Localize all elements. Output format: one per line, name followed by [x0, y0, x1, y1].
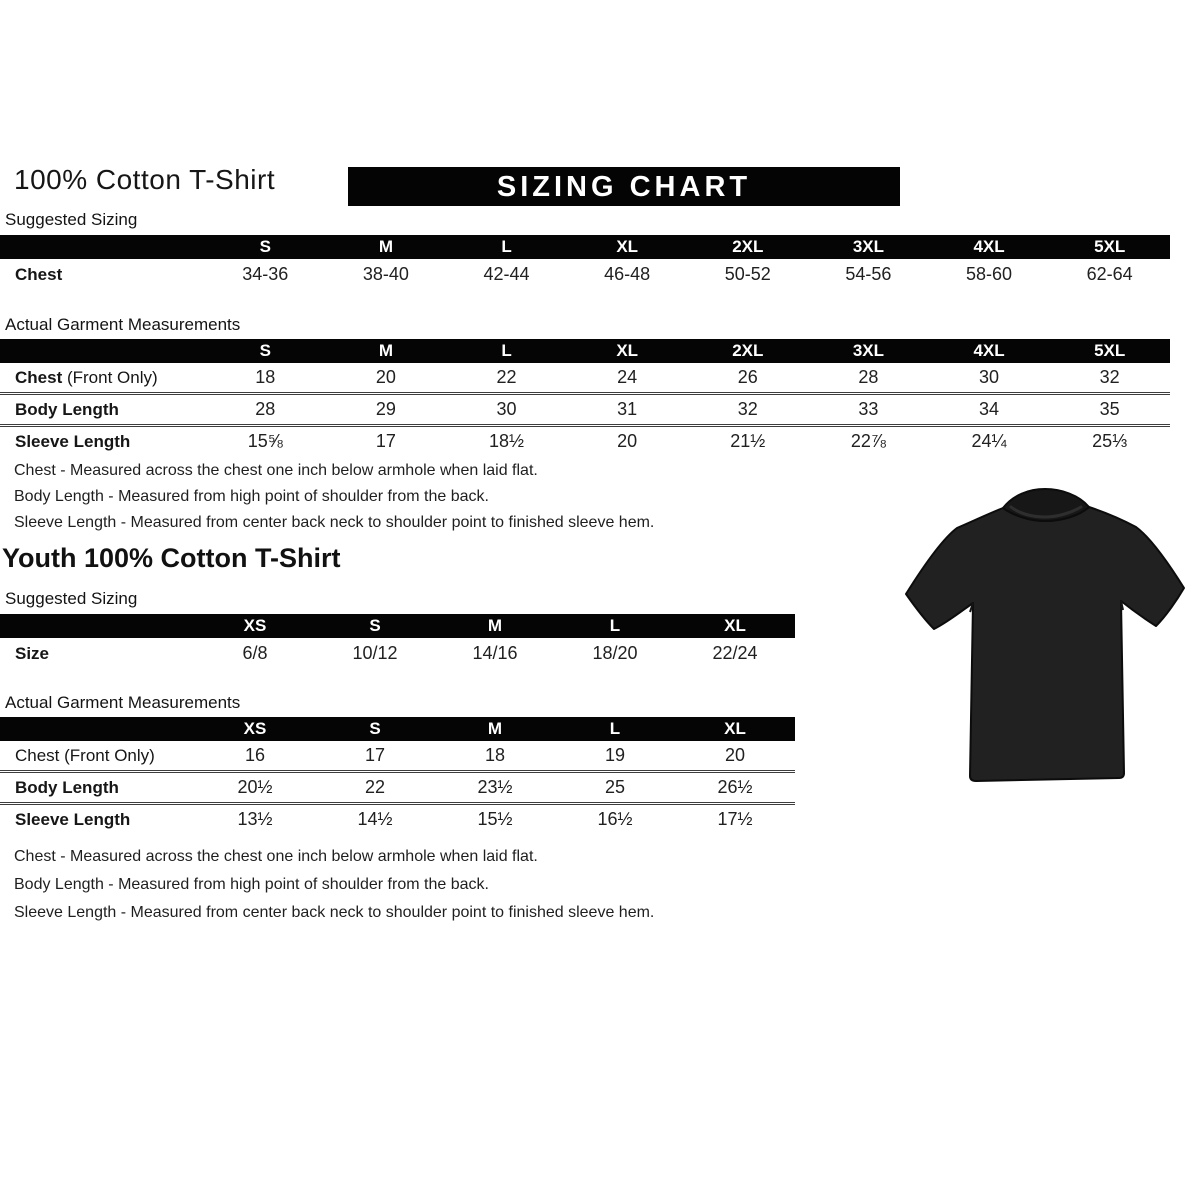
table-row-chest-front-only [0, 741, 795, 773]
col-header: 3XL [852, 341, 885, 360]
cell-value: 32 [1099, 367, 1120, 387]
col-header: 2XL [732, 237, 764, 256]
cell-value: 20 [375, 367, 396, 387]
row-label [0, 778, 195, 798]
note-body-length: Body Length - Measured from high point of shoulder from the back. [14, 488, 489, 505]
col-header: 5XL [1094, 237, 1126, 256]
cell-value: 14½ [357, 809, 393, 829]
youth-suggested-sizing-label: Suggested Sizing [5, 589, 138, 608]
col-header: L [501, 237, 512, 256]
cell-value: 6/8 [242, 643, 268, 663]
cell-value: 23½ [477, 777, 513, 797]
cell-value: 26 [737, 367, 758, 387]
table-row-chest [0, 259, 1170, 290]
cell-value: 16 [244, 745, 266, 765]
cell-value: 19 [604, 745, 626, 765]
cell-value: 20 [617, 431, 638, 451]
col-header: XL [616, 237, 639, 256]
black-tshirt-icon [893, 482, 1193, 804]
cell-value: 28 [255, 399, 276, 419]
cell-value: 42-44 [483, 264, 530, 284]
cell-value: 46-48 [604, 264, 651, 284]
note-sleeve-length: Sleeve Length - Measured from center back neck to shoulder point to finished sleeve hem. [14, 514, 655, 531]
cell-value: 15½ [477, 809, 513, 829]
cell-value: 30 [496, 399, 517, 419]
row-label-suffix: (Front Only) [62, 367, 158, 387]
note-sleeve-length: Sleeve Length - Measured from center back neck to shoulder point to finished sleeve hem. [14, 904, 655, 921]
cell-value: 33 [858, 399, 879, 419]
col-header: S [259, 237, 271, 256]
cell-value: 50-52 [724, 264, 771, 284]
adult-suggested-sizing-label: Suggested Sizing [5, 210, 138, 229]
cell-value: 22 [364, 777, 386, 797]
youth-actual-measurements-table [0, 717, 795, 834]
col-header: 3XL [852, 237, 885, 256]
cell-value: 34 [979, 399, 1000, 419]
row-label [0, 368, 205, 388]
row-label-text: Chest [15, 367, 63, 387]
adult-actual-measurements-label: Actual Garment Measurements [5, 315, 241, 334]
cell-value: 10/12 [352, 643, 398, 663]
col-header: L [501, 341, 512, 360]
cell-value: 15⅝ [247, 431, 283, 451]
col-header: XL [724, 616, 746, 635]
row-label [0, 746, 195, 766]
col-header: S [369, 616, 381, 635]
table-header-row [0, 614, 795, 638]
cell-value: 18½ [489, 431, 525, 451]
cell-value: 22⅞ [850, 431, 886, 451]
page-title: 100% Cotton T-Shirt [14, 164, 276, 195]
cell-value: 25⅓ [1092, 431, 1128, 451]
col-header: M [378, 237, 394, 256]
sizing-chart-banner: SIZING CHART [348, 167, 900, 206]
cell-value: 26½ [717, 777, 753, 797]
row-label-text: Chest [15, 264, 63, 284]
row-label [0, 265, 205, 285]
cell-value: 62-64 [1086, 264, 1133, 284]
col-header: M [487, 616, 503, 635]
row-label [0, 432, 205, 452]
table-header-row [0, 717, 795, 741]
row-label-text: Body Length [15, 399, 119, 419]
cell-value: 20½ [237, 777, 273, 797]
note-chest: Chest - Measured across the chest one inch below armhole when laid flat. [14, 848, 538, 865]
cell-value: 18 [484, 745, 506, 765]
tshirt-product-image [893, 482, 1193, 804]
youth-title: Youth 100% Cotton T-Shirt [2, 543, 341, 573]
cell-value: 28 [858, 367, 879, 387]
row-label-text: Sleeve Length [15, 809, 131, 829]
row-label [0, 810, 195, 830]
cell-value: 14/16 [472, 643, 518, 663]
col-header: XL [616, 341, 639, 360]
cell-value: 54-56 [845, 264, 892, 284]
cell-value: 58-60 [966, 264, 1013, 284]
row-label [0, 644, 195, 664]
table-row-sleeve-length [0, 805, 795, 834]
note-chest: Chest - Measured across the chest one inch below armhole when laid flat. [14, 462, 538, 479]
cell-value: 17 [375, 431, 396, 451]
col-header: M [378, 341, 394, 360]
cell-value: 38-40 [362, 264, 409, 284]
col-header: 4XL [973, 237, 1005, 256]
table-header-row [0, 339, 1170, 363]
row-label [0, 400, 205, 420]
adult-suggested-sizing-table [0, 235, 1170, 290]
row-label-text: Size [15, 643, 50, 663]
table-row-body-length [0, 773, 795, 805]
row-label-suffix: Chest (Front Only) [15, 745, 155, 765]
note-body-length: Body Length - Measured from high point of shoulder from the back. [14, 876, 489, 893]
youth-suggested-sizing-table [0, 614, 795, 669]
cell-value: 17 [364, 745, 386, 765]
col-header: M [487, 719, 503, 738]
cell-value: 30 [979, 367, 1000, 387]
adult-actual-measurements-table [0, 339, 1170, 456]
cell-value: 25 [604, 777, 626, 797]
adult-measurement-notes [14, 458, 654, 536]
cell-value: 13½ [237, 809, 273, 829]
col-header: 4XL [973, 341, 1005, 360]
table-row-body-length [0, 395, 1170, 427]
col-header: L [609, 616, 621, 635]
cell-value: 20 [724, 745, 746, 765]
youth-actual-measurements-label: Actual Garment Measurements [5, 693, 241, 712]
cell-value: 18/20 [592, 643, 638, 663]
cell-value: 34-36 [242, 264, 289, 284]
cell-value: 35 [1099, 399, 1120, 419]
col-header: L [609, 719, 621, 738]
row-label-text: Body Length [15, 777, 119, 797]
row-label-text: Sleeve Length [15, 431, 131, 451]
cell-value: 32 [737, 399, 758, 419]
cell-value: 22/24 [712, 643, 758, 663]
cell-value: 24¼ [971, 431, 1007, 451]
youth-measurement-notes [14, 843, 654, 927]
table-row-size [0, 638, 795, 669]
cell-value: 22 [496, 367, 517, 387]
col-header: XS [243, 719, 267, 738]
cell-value: 17½ [717, 809, 753, 829]
cell-value: 16½ [597, 809, 633, 829]
table-row-sleeve-length [0, 427, 1170, 456]
cell-value: 18 [255, 367, 276, 387]
cell-value: 21½ [730, 431, 766, 451]
table-row-chest-front-only [0, 363, 1170, 395]
col-header: S [259, 341, 271, 360]
cell-value: 24 [617, 367, 638, 387]
col-header: 5XL [1094, 341, 1126, 360]
col-header: XL [724, 719, 746, 738]
table-header-row [0, 235, 1170, 259]
col-header: 2XL [732, 341, 764, 360]
cell-value: 29 [375, 399, 396, 419]
col-header: S [369, 719, 381, 738]
col-header: XS [243, 616, 267, 635]
cell-value: 31 [617, 399, 638, 419]
